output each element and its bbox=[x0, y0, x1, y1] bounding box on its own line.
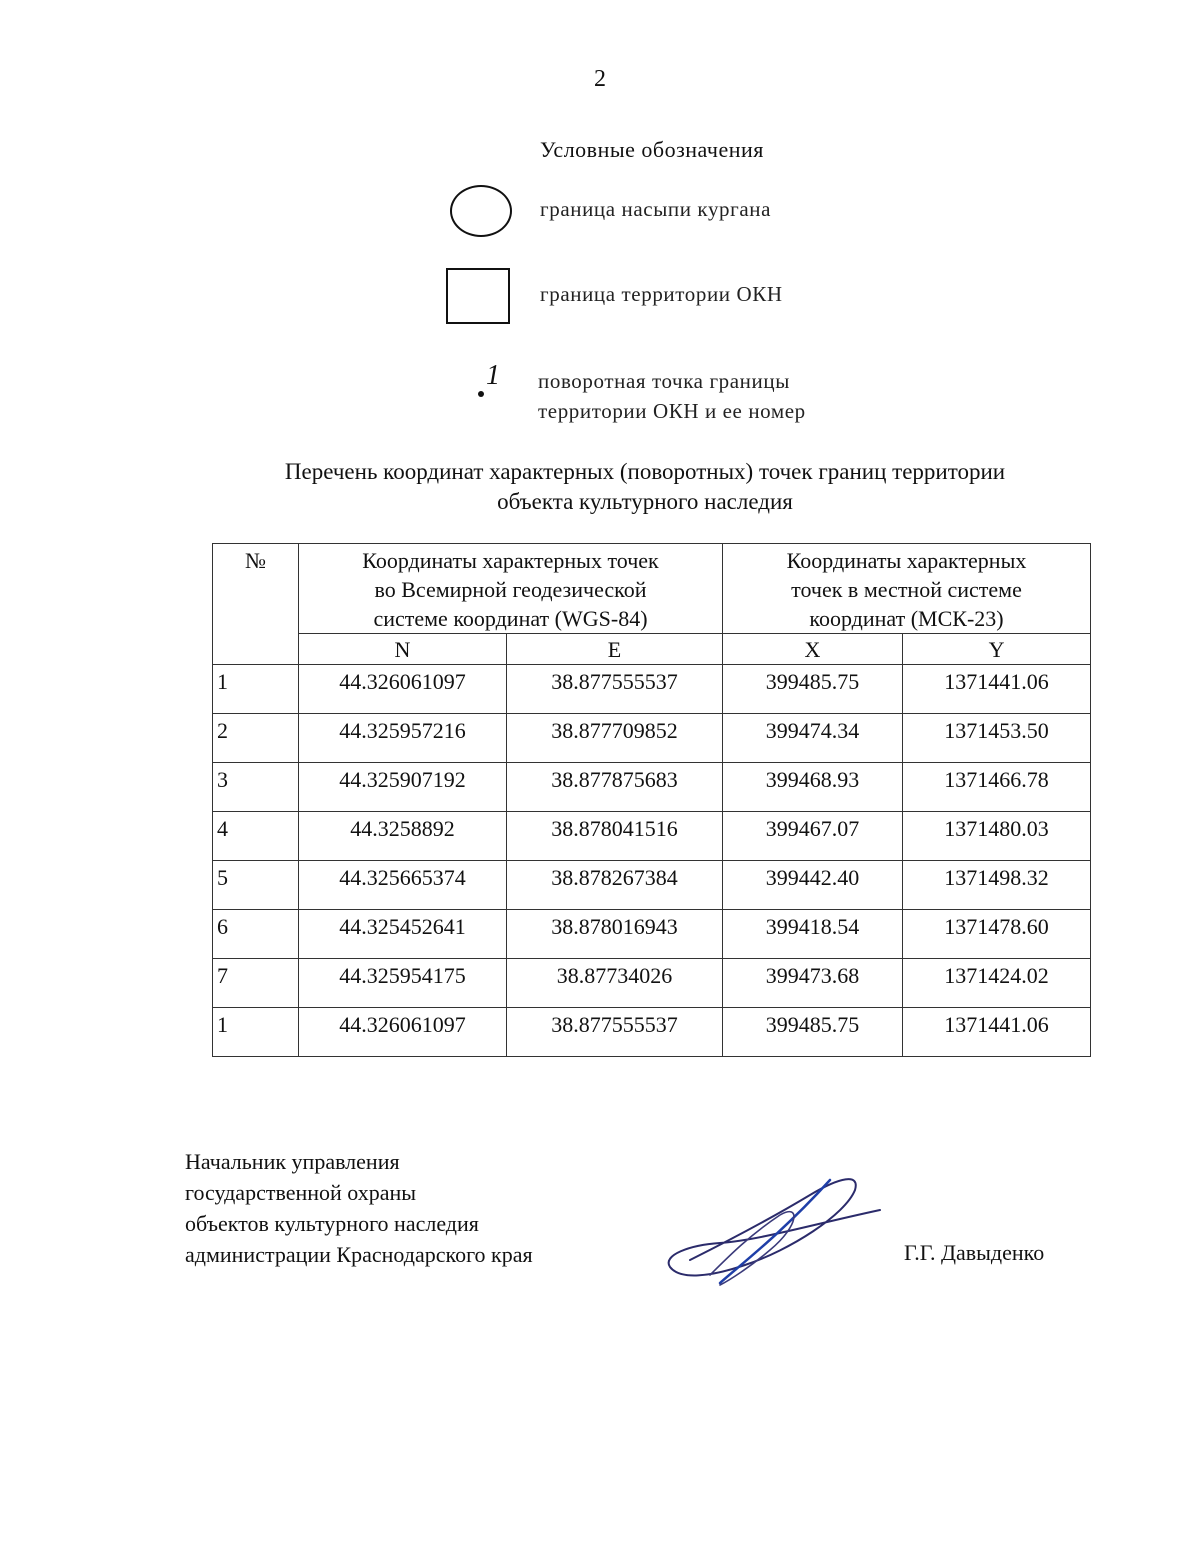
cell-n: 44.325665374 bbox=[299, 861, 507, 910]
row-number: 6 bbox=[213, 910, 299, 959]
cell-n: 44.325954175 bbox=[299, 959, 507, 1008]
list-heading-line2: объекта культурного наследия bbox=[497, 489, 793, 514]
cell-y: 1371466.78 bbox=[903, 763, 1091, 812]
cell-x: 399485.75 bbox=[723, 665, 903, 714]
legend-item-territory-boundary: граница территории ОКН bbox=[540, 282, 783, 306]
header-wgs84 bbox=[299, 544, 723, 634]
cell-x: 399474.34 bbox=[723, 714, 903, 763]
row-number: 7 bbox=[213, 959, 299, 1008]
signatory-line2: государственной охраны bbox=[185, 1180, 417, 1205]
cell-n: 44.326061097 bbox=[299, 665, 507, 714]
row-number: 4 bbox=[213, 812, 299, 861]
cell-x: 399473.68 bbox=[723, 959, 903, 1008]
cell-x: 399485.75 bbox=[723, 1008, 903, 1057]
table-header-row bbox=[213, 544, 1091, 634]
table-row bbox=[213, 763, 1091, 812]
signatory-line3: объектов культурного наследия bbox=[185, 1211, 479, 1236]
row-number: 1 bbox=[213, 665, 299, 714]
cell-y: 1371424.02 bbox=[903, 959, 1091, 1008]
header-e: E bbox=[507, 634, 723, 665]
coordinates-table bbox=[212, 543, 1091, 1057]
turn-point-number: 1 bbox=[486, 360, 500, 391]
cell-y: 1371498.32 bbox=[903, 861, 1091, 910]
row-number: 2 bbox=[213, 714, 299, 763]
header-y: Y bbox=[903, 634, 1091, 665]
signatory-line4: администрации Краснодарского края bbox=[185, 1242, 533, 1267]
table-row bbox=[213, 910, 1091, 959]
cell-n: 44.325452641 bbox=[299, 910, 507, 959]
table-row bbox=[213, 812, 1091, 861]
cell-e: 38.878041516 bbox=[507, 812, 723, 861]
header-wgs84-line2: во Всемирной геодезической bbox=[374, 577, 647, 602]
turn-point-dot bbox=[478, 391, 484, 397]
cell-e: 38.877555537 bbox=[507, 665, 723, 714]
header-msk23-line1: Координаты характерных bbox=[786, 548, 1027, 573]
header-wgs84-line3: системе координат (WGS-84) bbox=[373, 606, 648, 631]
cell-e: 38.877555537 bbox=[507, 1008, 723, 1057]
table-row bbox=[213, 861, 1091, 910]
signatory-position bbox=[185, 1146, 533, 1270]
cell-n: 44.325907192 bbox=[299, 763, 507, 812]
cell-x: 399442.40 bbox=[723, 861, 903, 910]
cell-x: 399418.54 bbox=[723, 910, 903, 959]
table-row bbox=[213, 665, 1091, 714]
signatory-name: Г.Г. Давыденко bbox=[904, 1240, 1045, 1265]
legend-item-mound-boundary: граница насыпи кургана bbox=[540, 197, 772, 221]
legend-square-symbol bbox=[446, 268, 510, 324]
cell-y: 1371441.06 bbox=[903, 665, 1091, 714]
header-msk23-line2: точек в местной системе bbox=[791, 577, 1022, 602]
cell-e: 38.877875683 bbox=[507, 763, 723, 812]
header-x: X bbox=[723, 634, 903, 665]
cell-n: 44.325957216 bbox=[299, 714, 507, 763]
table-subheader-row bbox=[213, 634, 1091, 665]
header-msk23 bbox=[723, 544, 1091, 634]
cell-x: 399468.93 bbox=[723, 763, 903, 812]
header-number: № bbox=[213, 544, 299, 665]
header-msk23-line3: координат (МСК-23) bbox=[809, 606, 1004, 631]
legend-title: Условные обозначения bbox=[540, 137, 764, 162]
list-heading-line1: Перечень координат характерных (поворотных) точек границ территории bbox=[284, 459, 1006, 484]
row-number: 5 bbox=[213, 861, 299, 910]
cell-n: 44.326061097 bbox=[299, 1008, 507, 1057]
cell-e: 38.87734026 bbox=[507, 959, 723, 1008]
row-number: 3 bbox=[213, 763, 299, 812]
cell-e: 38.878016943 bbox=[507, 910, 723, 959]
legend-turn-point-line1: поворотная точка границы bbox=[538, 369, 790, 393]
header-wgs84-line1: Координаты характерных точек bbox=[362, 548, 659, 573]
cell-x: 399467.07 bbox=[723, 812, 903, 861]
cell-y: 1371480.03 bbox=[903, 812, 1091, 861]
cell-y: 1371478.60 bbox=[903, 910, 1091, 959]
cell-e: 38.878267384 bbox=[507, 861, 723, 910]
table-row bbox=[213, 1008, 1091, 1057]
cell-y: 1371441.06 bbox=[903, 1008, 1091, 1057]
legend-turn-point-line2: территории ОКН и ее номер bbox=[538, 399, 806, 423]
legend-turn-point-symbol bbox=[476, 360, 516, 410]
cell-n: 44.3258892 bbox=[299, 812, 507, 861]
page-number: 2 bbox=[594, 66, 606, 92]
legend-item-turn-point bbox=[538, 366, 806, 426]
row-number: 1 bbox=[213, 1008, 299, 1057]
cell-e: 38.877709852 bbox=[507, 714, 723, 763]
coordinates-list-heading bbox=[0, 457, 1200, 517]
table-row bbox=[213, 714, 1091, 763]
signatory-line1: Начальник управления bbox=[185, 1149, 400, 1174]
legend-circle-symbol bbox=[450, 185, 512, 237]
table-row bbox=[213, 959, 1091, 1008]
handwritten-signature bbox=[650, 1155, 900, 1295]
header-n: N bbox=[299, 634, 507, 665]
cell-y: 1371453.50 bbox=[903, 714, 1091, 763]
